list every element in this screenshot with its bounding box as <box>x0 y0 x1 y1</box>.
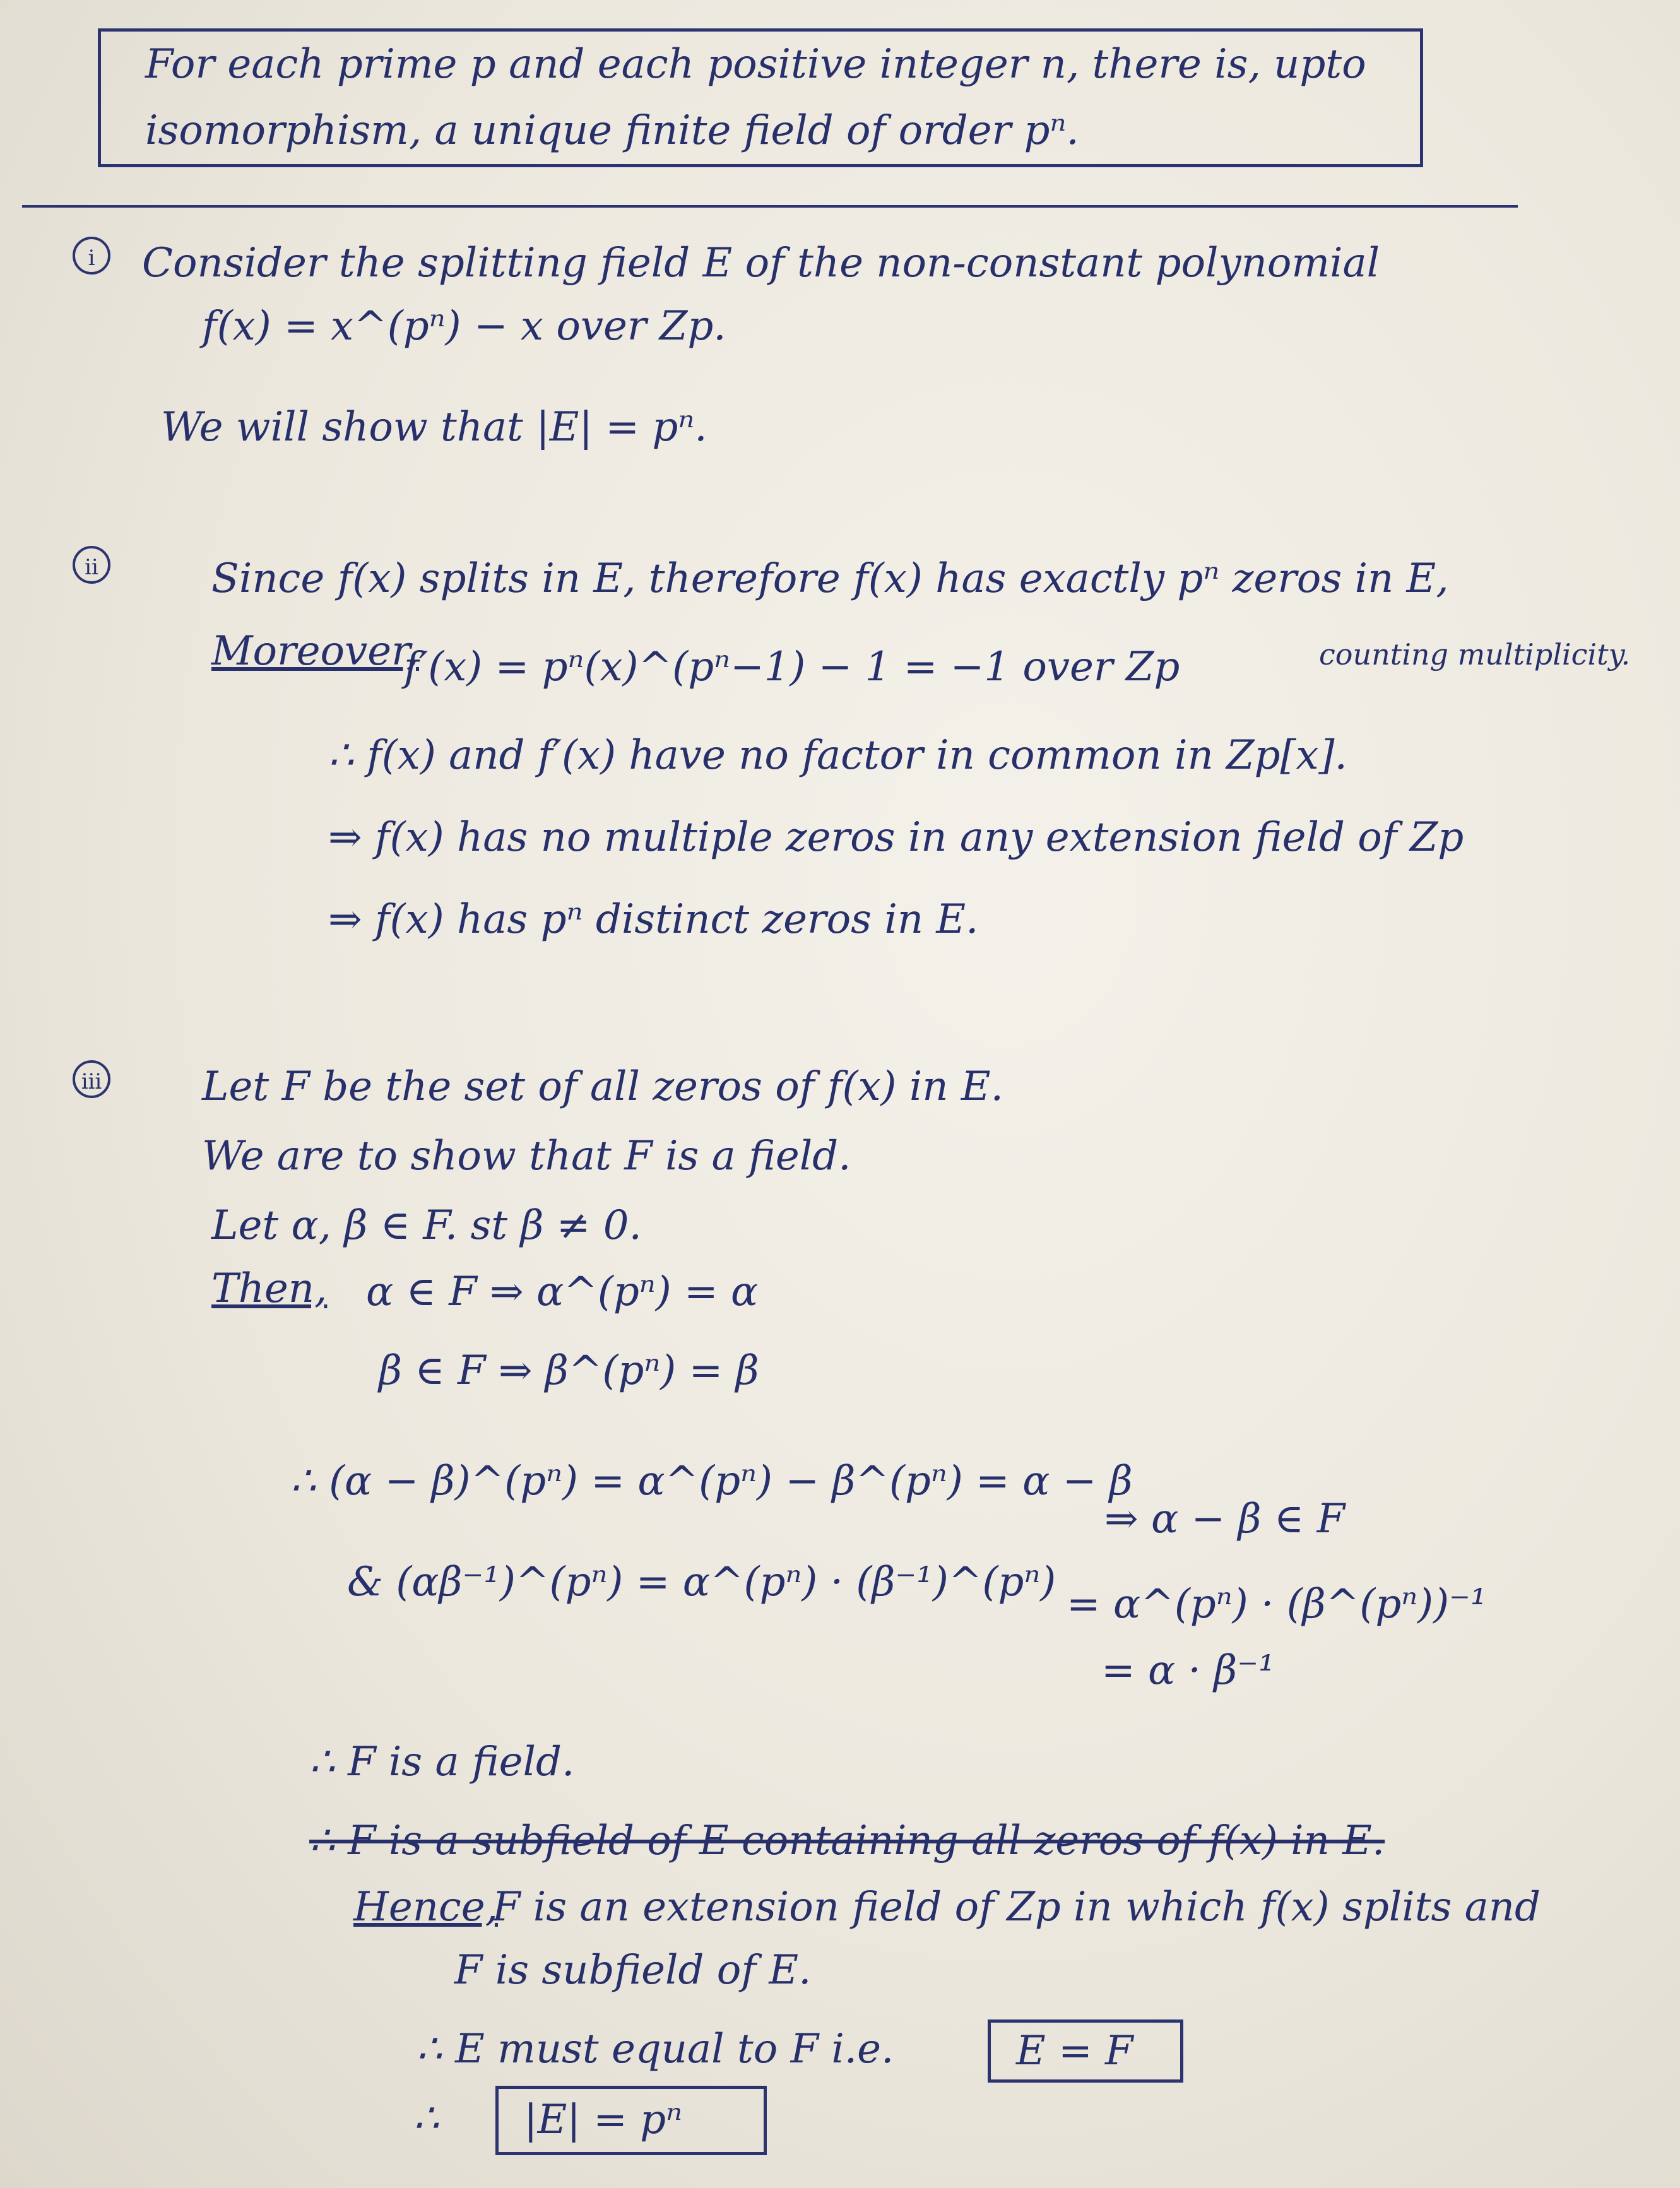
part-3-line-6: ∴ (α − β)^(pⁿ) = α^(pⁿ) − β^(pⁿ) = α − β <box>290 1458 1133 1505</box>
part-3-line-3: Let α, β ∈ F. st β ≠ 0. <box>211 1202 642 1249</box>
part-2-moreover: Moreover, <box>211 628 419 675</box>
part-2-line-3: ∴ f(x) and f′(x) have no factor in common in Zp[x]. <box>328 732 1347 779</box>
part-3-line-8: = α · β⁻¹ <box>1101 1647 1275 1694</box>
part-2-line-1: Since f(x) splits in E, therefore f(x) has exactly pⁿ zeros in E, <box>211 555 1449 602</box>
part-3-line-6b: ⇒ α − β ∈ F <box>1104 1496 1345 1542</box>
part-3-line-2: We are to show that F is a field. <box>202 1133 851 1180</box>
part-1-line-2: f(x) = x^(pⁿ) − x over Zp. <box>202 303 726 350</box>
part-3-hence: Hence, <box>353 1884 498 1931</box>
divider-rule <box>22 205 1518 208</box>
part-2-line-1b: counting multiplicity. <box>1319 637 1631 671</box>
part-3-line-9: ∴ F is a field. <box>309 1739 575 1785</box>
part-1-line-1: Consider the splitting field E of the non-constant polynomial <box>142 240 1380 287</box>
part-2-line-2: f′(x) = pⁿ(x)^(pⁿ−1) − 1 = −1 over Zp <box>404 644 1180 690</box>
part-3-then: Then, <box>211 1265 328 1312</box>
therefore-symbol: ∴ <box>413 2095 439 2142</box>
part-3-line-5: β ∈ F ⇒ β^(pⁿ) = β <box>379 1347 759 1394</box>
theorem-line-1: For each prime p and each positive integer n, there is, upto <box>145 41 1366 88</box>
conclusion-order: |E| = pⁿ <box>524 2096 683 2143</box>
theorem-line-2: isomorphism, a unique finite field of order pⁿ. <box>145 107 1079 154</box>
part-2-line-5: ⇒ f(x) has pⁿ distinct zeros in E. <box>328 896 979 943</box>
part-3-line-12: F is subfield of E. <box>454 1947 812 1994</box>
part-3-line-1: Let F be the set of all zeros of f(x) in E. <box>202 1063 1003 1110</box>
part-1-line-3: We will show that |E| = pⁿ. <box>161 404 707 451</box>
part-3-line-7: & (αβ⁻¹)^(pⁿ) = α^(pⁿ) · (β⁻¹)^(pⁿ) <box>347 1559 1056 1606</box>
part-3-line-4: α ∈ F ⇒ α^(pⁿ) = α <box>366 1268 759 1315</box>
part-2-marker: ii <box>73 546 110 584</box>
conclusion-box-1 <box>988 2019 1183 2083</box>
part-3-marker: iii <box>73 1060 110 1098</box>
part-3-line-11: F is an extension field of Zp in which f(x) splits and <box>492 1884 1541 1931</box>
part-3-line-13: ∴ E must equal to F i.e. <box>417 2026 894 2073</box>
conclusion-box-2 <box>495 2086 767 2155</box>
part-3-line-10: ∴ F is a subfield of E containing all zeros of f(x) in E. <box>309 1818 1385 1864</box>
theorem-box <box>98 28 1423 167</box>
part-2-line-4: ⇒ f(x) has no multiple zeros in any extension field of Zp <box>328 814 1464 861</box>
part-1-marker: i <box>73 237 110 275</box>
conclusion-e-equals-f: E = F <box>1016 2028 1133 2074</box>
part-3-line-7b: = α^(pⁿ) · (β^(pⁿ))⁻¹ <box>1067 1581 1487 1628</box>
